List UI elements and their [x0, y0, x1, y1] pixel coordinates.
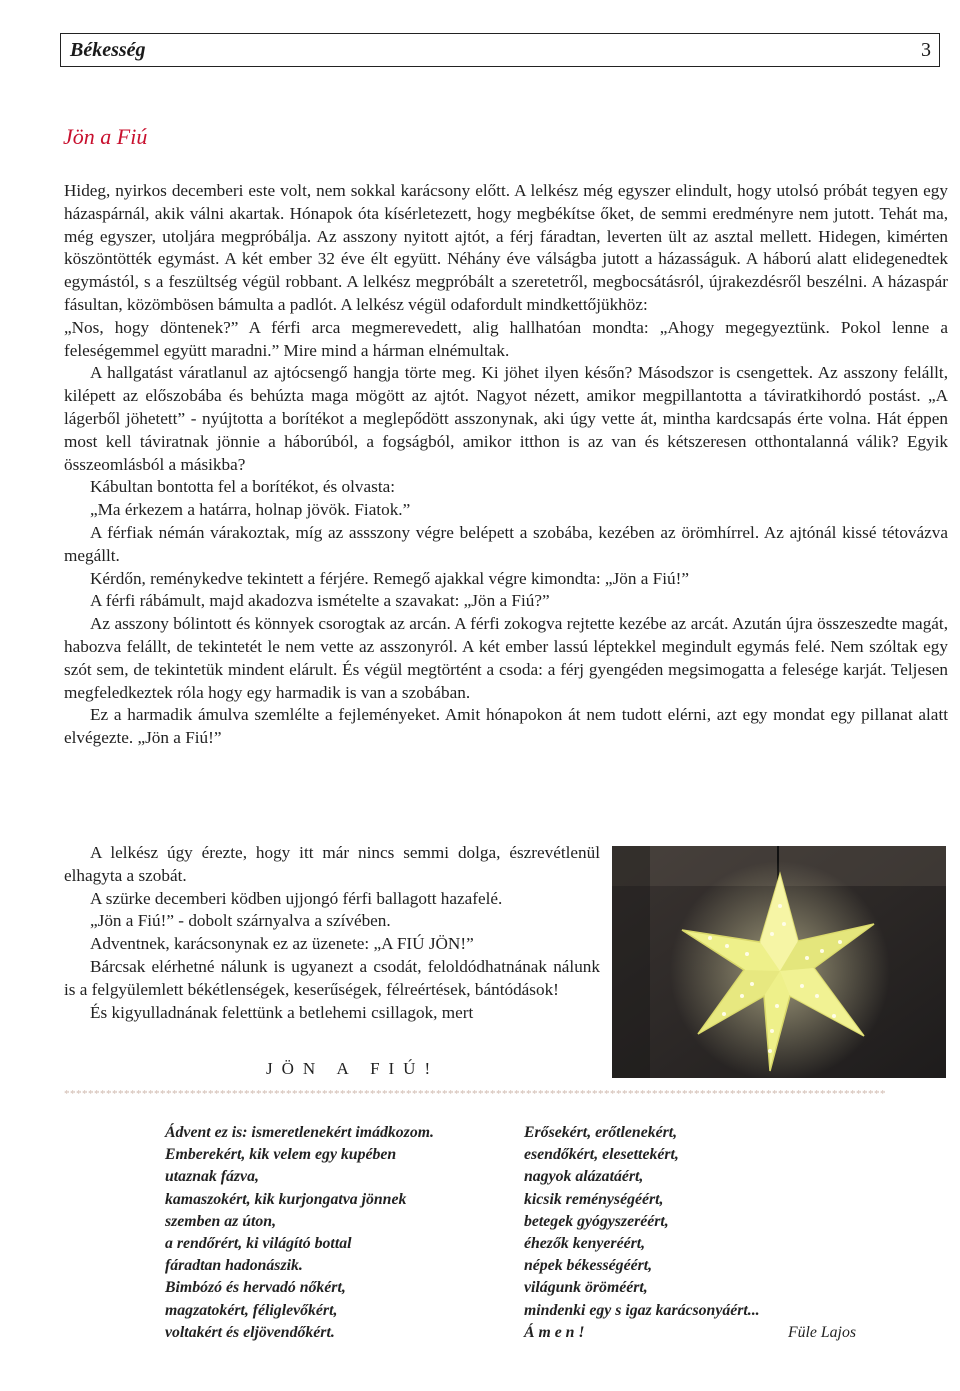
page-header: [60, 33, 940, 67]
poem-author: Füle Lajos: [787, 1323, 856, 1341]
poem-line: a rendőrért, ki világító bottal: [165, 1235, 352, 1253]
paragraph: Ez a harmadik ámulva szemlélte a fejleményeket. Amit hónapokon át nem tudott elérni, azt egy mondat egy pillanat alatt elvégezte. „Jön a Fiú!”: [64, 705, 948, 748]
paragraph: Az asszony bólintott és könnyek csorogtak az arcán. A férfi zokogva rejtette kezébe az arcát. Azután újra összeszedte magát, habozva felállt, de tekintetét le nem vette az asszonyról. A két ember lassú léptekkel megindult egymás felé. Nem szóltak egy szót sem, de tekintetük mindent elárult. És végül megtörtént a csoda: a férj gyengéden megsimogatta a felesége karját. Teljesen megfeledkeztek róla hogy egy harmadik is van a szobában.: [64, 614, 948, 702]
poem-left-column: [165, 1122, 505, 1344]
poem-line: szemben az úton,: [165, 1212, 277, 1230]
poem-line: mindenki egy s igaz karácsonyáért...: [524, 1301, 760, 1319]
page-number: 3: [921, 38, 931, 61]
article-body: [64, 180, 948, 750]
paragraph: Kérdőn, reménykedve tekintett a férjére. Remegő ajakkal végre kimondta: „Jön a Fiú!”: [90, 568, 689, 588]
amen: Á m e n !: [524, 1323, 585, 1341]
paragraph: „Jön a Fiú!” - dobolt szárnyalva a szívében.: [90, 911, 391, 931]
poem-line: kicsik reménységéért,: [524, 1190, 664, 1208]
paragraph: Kábultan bontotta fel a borítékot, és olvasta:: [90, 477, 395, 497]
paragraph: A hallgatást váratlanul az ajtócsengő hangja törte meg. Ki jöhet ilyen későn? Másodszor is csengettek. Az asszony felállt, kilépett az előszobába és behúzta maga mögött az ajtót. Nagyot nézett, amikor megpillantotta a táviratkihordó postást. „A lágerből jöhetett” - nyújtotta a borítékot a meglepődött asszonynak, aki úgy vette át, mintha kardcsapás érte volna. Hát éppen most kell táviratnak jönnie a háborúból, a fogságból, amikor itthon is az van és kétszeresen otthontalanná válik? Egyik összeomlásból a másikba?: [64, 363, 948, 474]
poem-right-column: [524, 1122, 864, 1344]
paragraph: Hideg, nyirkos decemberi este volt, nem sokkal karácsony előtt. A lelkész még egyszer elindult, hogy utolsó próbát tegyen egy házaspárnál, akik válni akartak. Hónapok óta kísérletezett, hogy megbékítse őket, de semmi eredményre nem jutott. Tehát ma, még egyszer, utoljára megpróbálja. Az asszony nyitott ajtót, a férj fáradtan, leverten ült az asztal mellett. Hidegen, kimérten köszöntötték egymást. A két ember 32 éve élt együtt. Néhány éve válságba jutott a házasságuk. A háború alatt elidegenedtek egymástól, s a feszültség végül robbant. A lelkész megpróbált a szeretetről, megbocsátásról, újrakezdésről beszélni. A házaspár fásultan, közömbösen bámulta a padlót. A lelkész végül odafordult mindkettőjükhöz:: [64, 181, 948, 314]
paragraph: És kigyulladnának felettünk a betlehemi csillagok, mert: [90, 1002, 474, 1022]
poem-line: Ádvent ez is: ismeretlenekért imádkozom.: [165, 1124, 434, 1141]
paragraph: „Ma érkezem a határra, holnap jövök. Fiatok.”: [90, 500, 411, 520]
paragraph: Adventnek, karácsonynak ez az üzenete: „A FIÚ JÖN!”: [90, 934, 474, 954]
poem-line: magzatokért, féliglevőkért,: [165, 1301, 338, 1319]
poem-line: kamaszokért, kik kurjongatva jönnek: [165, 1190, 407, 1208]
article-title: Jön a Fiú: [63, 124, 148, 149]
paragraph: A férfiak némán várakoztak, míg az assszony végre belépett a szobába, kezében az örömhírrel. Az ajtónál kissé tétovázva megállt.: [64, 522, 948, 565]
poem-line: Erősekért, erőtlenekért,: [524, 1124, 678, 1141]
poem-line: fáradtan hadonászik.: [165, 1257, 303, 1275]
article-body-narrow: [64, 842, 600, 1024]
poem-line: voltakért és eljövendőkért.: [165, 1323, 335, 1341]
paragraph: „Nos, hogy döntenek?” A férfi arca megmerevedett, alig hallhatóan mondta: „Ahogy megegyeztünk. Pokol lenne a feleségemmel együtt maradni.” Mire mind a hárman elnémultak.: [64, 317, 948, 360]
poem-line: betegek gyógyszeréért,: [524, 1212, 669, 1230]
paragraph: A férfi rábámult, majd akadozva ismételte a szavakat: „Jön a Fiú?”: [90, 591, 550, 611]
star-lamp-photo: [612, 846, 946, 1078]
poem-closing-row: [524, 1322, 856, 1344]
poem-line: nagyok alázatáért,: [524, 1168, 644, 1186]
star-lamp-image: [612, 846, 946, 1078]
signoff: JÖN A FIÚ!: [266, 1059, 440, 1078]
poem-line: világunk öröméért,: [524, 1279, 648, 1297]
poem-line: esendőkért, elesettekért,: [524, 1146, 679, 1164]
paragraph: A szürke decemberi ködben ujjongó férfi ballagott hazafelé.: [90, 888, 503, 908]
newsletter-title: Békesség: [70, 38, 146, 61]
poem-line: utaznak fázva,: [165, 1168, 259, 1186]
poem-line: Bimbózó és hervadó nőkért,: [165, 1279, 346, 1297]
paragraph: Bárcsak elérhetné nálunk is ugyanezt a csodát, feloldódhatnának nálunk is a felgyülemlett békétlenségek, keserűségek, félreértések, bántódások!: [64, 956, 600, 999]
poem-line: Emberekért, kik velem egy kupében: [165, 1146, 397, 1164]
paragraph: A lelkész úgy érezte, hogy itt már nincs semmi dolga, észrevétlenül elhagyta a szobát.: [64, 843, 600, 885]
poem-line: népek békességéért,: [524, 1257, 653, 1275]
decorative-divider: *****************************************************************************************************************************************: [64, 1088, 886, 1100]
poem-line: éhezők kenyeréért,: [524, 1235, 646, 1253]
